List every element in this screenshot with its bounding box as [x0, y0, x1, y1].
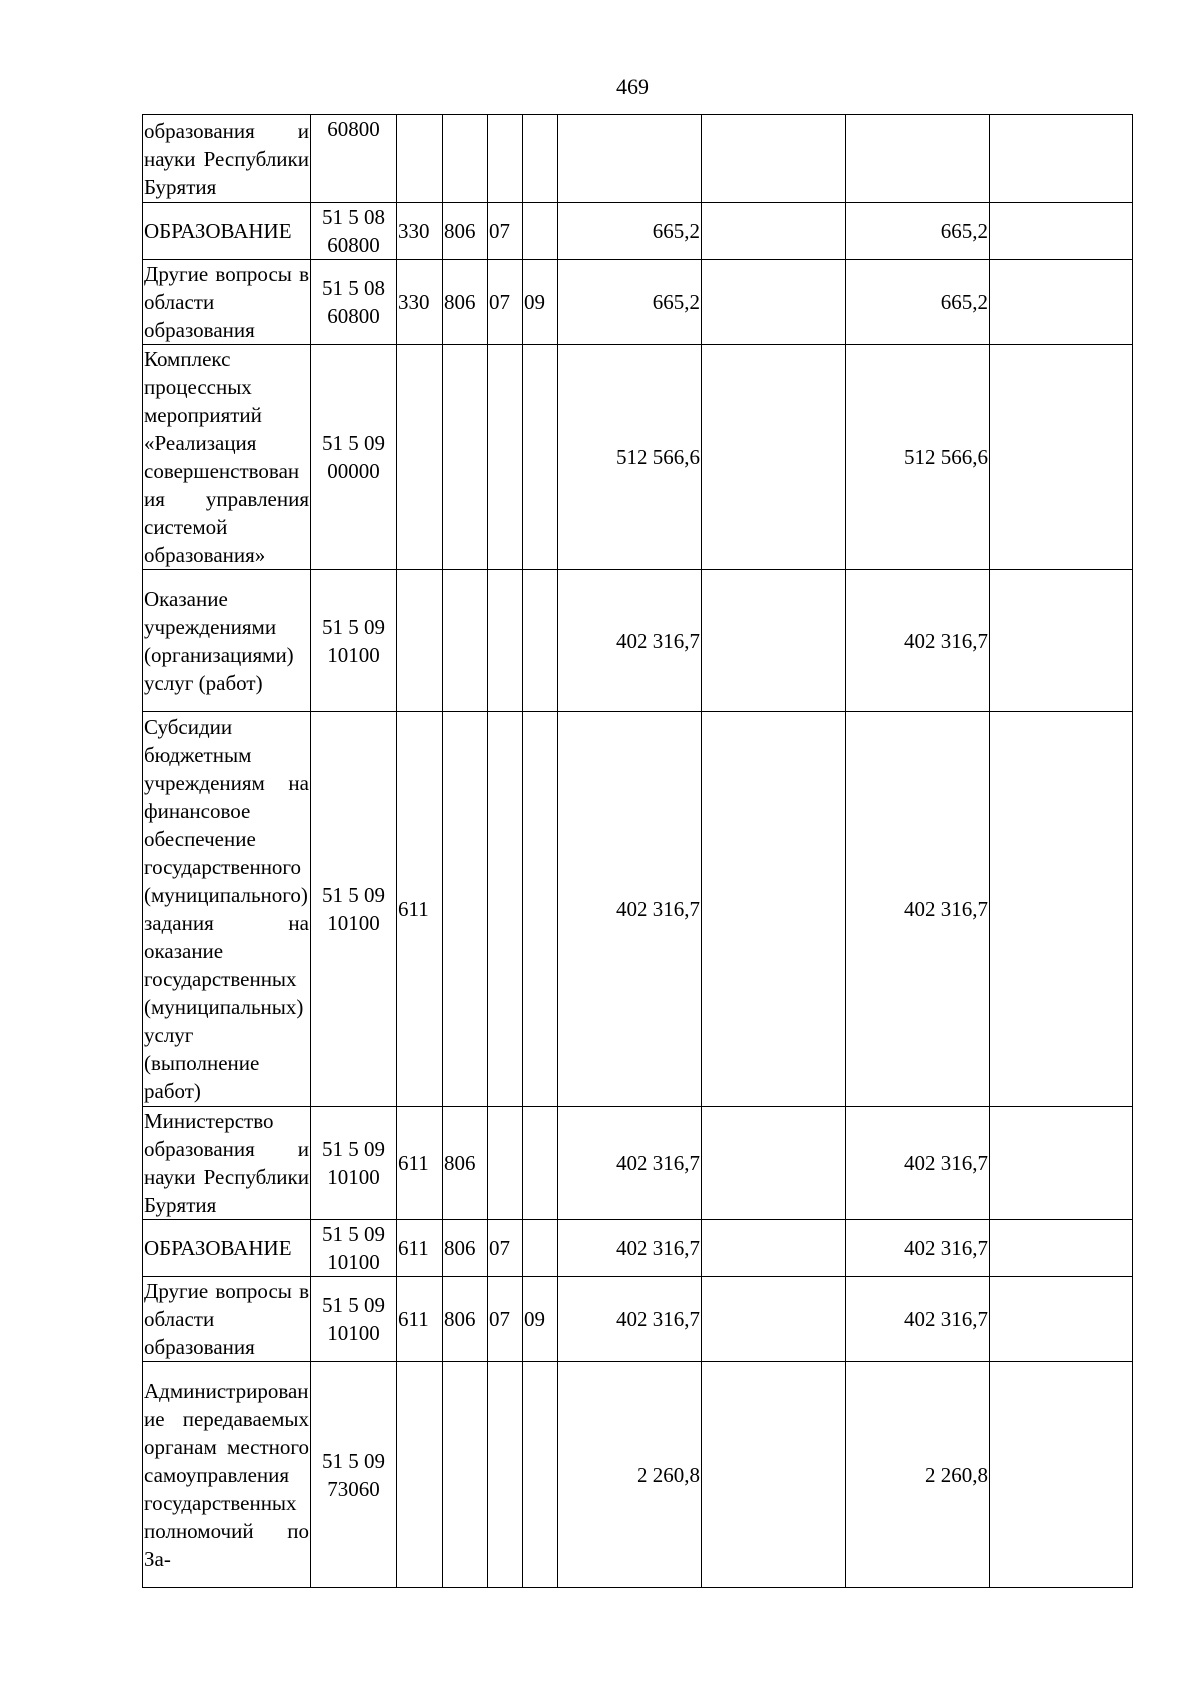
row-rz-cell: 07 [488, 1220, 523, 1277]
row-rz-cell [488, 115, 523, 203]
row-name-cell: Комплекс процессных мероприятий «Реализация совершенствования управления системой образования» [143, 345, 311, 570]
table-row [143, 712, 1133, 1107]
table-row [143, 570, 1133, 712]
row-sum4-cell [990, 1362, 1133, 1588]
row-vr-cell: 330 [397, 260, 443, 345]
row-sum4-cell [990, 203, 1133, 260]
row-sum3-cell: 402 316,7 [846, 1277, 990, 1362]
row-vr-cell [397, 1362, 443, 1588]
row-sum4-cell [990, 260, 1133, 345]
row-sum2-cell [702, 1220, 846, 1277]
table-row [143, 1107, 1133, 1220]
row-pr-cell: 09 [523, 1277, 558, 1362]
row-sum2-cell [702, 1362, 846, 1588]
row-rz-cell: 07 [488, 1277, 523, 1362]
row-sum4-cell [990, 115, 1133, 203]
table-row [143, 203, 1133, 260]
row-pr-cell [523, 1362, 558, 1588]
row-sum1-cell: 665,2 [558, 203, 702, 260]
row-name-cell: Оказание учреждениями (организациями) услуг (работ) [143, 570, 311, 712]
table-row [143, 1362, 1133, 1588]
row-vr-cell: 611 [397, 1107, 443, 1220]
row-pr-cell: 09 [523, 260, 558, 345]
row-name-cell: ОБРАЗОВАНИЕ [143, 1220, 311, 1277]
row-code-cell: 51 5 09 10100 [311, 1277, 397, 1362]
row-sum2-cell [702, 203, 846, 260]
row-rz-cell: 07 [488, 203, 523, 260]
row-sum3-cell: 402 316,7 [846, 570, 990, 712]
row-grbs-cell: 806 [443, 203, 488, 260]
row-vr-cell [397, 345, 443, 570]
row-code-cell: 51 5 08 60800 [311, 203, 397, 260]
row-sum2-cell [702, 570, 846, 712]
row-grbs-cell: 806 [443, 1107, 488, 1220]
row-sum4-cell [990, 1277, 1133, 1362]
row-vr-cell [397, 115, 443, 203]
row-vr-cell: 611 [397, 1220, 443, 1277]
row-rz-cell [488, 1107, 523, 1220]
row-sum3-cell [846, 115, 990, 203]
budget-table [142, 114, 1133, 1588]
row-sum2-cell [702, 115, 846, 203]
row-pr-cell [523, 1107, 558, 1220]
row-grbs-cell: 806 [443, 1277, 488, 1362]
row-pr-cell [523, 203, 558, 260]
row-name-cell: Субсидии бюджетным учреждениям на финансовое обеспечение государственного (муниципального) задания на оказание государственных (муниципальных) услуг (выполнение работ) [143, 712, 311, 1107]
row-code-cell: 51 5 09 10100 [311, 712, 397, 1107]
row-sum2-cell [702, 712, 846, 1107]
page-number: 469 [616, 74, 649, 99]
row-sum1-cell: 402 316,7 [558, 570, 702, 712]
row-sum3-cell: 402 316,7 [846, 1220, 990, 1277]
row-grbs-cell: 806 [443, 260, 488, 345]
row-sum1-cell: 512 566,6 [558, 345, 702, 570]
row-name-cell: ОБРАЗОВАНИЕ [143, 203, 311, 260]
row-grbs-cell [443, 345, 488, 570]
row-vr-cell [397, 570, 443, 712]
row-grbs-cell [443, 1362, 488, 1588]
table-row [143, 260, 1133, 345]
row-sum4-cell [990, 1107, 1133, 1220]
row-code-cell: 51 5 09 10100 [311, 1107, 397, 1220]
row-sum1-cell: 402 316,7 [558, 1220, 702, 1277]
row-sum2-cell [702, 1107, 846, 1220]
row-name-cell: Министерство образования и науки Республики Бурятия [143, 1107, 311, 1220]
row-code-cell: 51 5 09 73060 [311, 1362, 397, 1588]
row-code-cell: 51 5 09 00000 [311, 345, 397, 570]
row-name-cell: Администрирование передаваемых органам местного самоуправления государственных полномочий по За- [143, 1362, 311, 1588]
row-pr-cell [523, 712, 558, 1107]
row-name-cell: Другие вопросы в области образования [143, 260, 311, 345]
row-sum2-cell [702, 345, 846, 570]
row-sum3-cell: 402 316,7 [846, 712, 990, 1107]
table-row [143, 345, 1133, 570]
row-code-cell: 51 5 08 60800 [311, 260, 397, 345]
table-row [143, 1277, 1133, 1362]
row-grbs-cell [443, 115, 488, 203]
row-name-cell: Другие вопросы в области образования [143, 1277, 311, 1362]
row-sum1-cell: 402 316,7 [558, 1107, 702, 1220]
row-sum4-cell [990, 712, 1133, 1107]
row-sum1-cell: 402 316,7 [558, 712, 702, 1107]
row-pr-cell [523, 345, 558, 570]
row-sum3-cell: 402 316,7 [846, 1107, 990, 1220]
row-rz-cell: 07 [488, 260, 523, 345]
row-rz-cell [488, 345, 523, 570]
row-sum1-cell: 665,2 [558, 260, 702, 345]
row-pr-cell [523, 570, 558, 712]
row-vr-cell: 611 [397, 1277, 443, 1362]
row-sum2-cell [702, 260, 846, 345]
row-name-cell: образования и науки Республики Бурятия [143, 115, 311, 203]
table-row [143, 115, 1133, 203]
row-sum1-cell: 402 316,7 [558, 1277, 702, 1362]
row-sum2-cell [702, 1277, 846, 1362]
row-sum3-cell: 512 566,6 [846, 345, 990, 570]
row-vr-cell: 611 [397, 712, 443, 1107]
row-rz-cell [488, 1362, 523, 1588]
row-sum4-cell [990, 345, 1133, 570]
table-row [143, 1220, 1133, 1277]
row-code-cell: 51 5 09 10100 [311, 1220, 397, 1277]
row-grbs-cell [443, 570, 488, 712]
row-sum1-cell: 2 260,8 [558, 1362, 702, 1588]
row-code-cell: 60800 [311, 115, 397, 203]
row-vr-cell: 330 [397, 203, 443, 260]
row-sum4-cell [990, 1220, 1133, 1277]
row-rz-cell [488, 570, 523, 712]
row-sum3-cell: 2 260,8 [846, 1362, 990, 1588]
row-sum1-cell [558, 115, 702, 203]
row-pr-cell [523, 1220, 558, 1277]
row-rz-cell [488, 712, 523, 1107]
row-grbs-cell: 806 [443, 1220, 488, 1277]
table-body [143, 115, 1133, 1588]
row-sum4-cell [990, 570, 1133, 712]
row-code-cell: 51 5 09 10100 [311, 570, 397, 712]
row-sum3-cell: 665,2 [846, 203, 990, 260]
row-grbs-cell [443, 712, 488, 1107]
row-sum3-cell: 665,2 [846, 260, 990, 345]
row-pr-cell [523, 115, 558, 203]
